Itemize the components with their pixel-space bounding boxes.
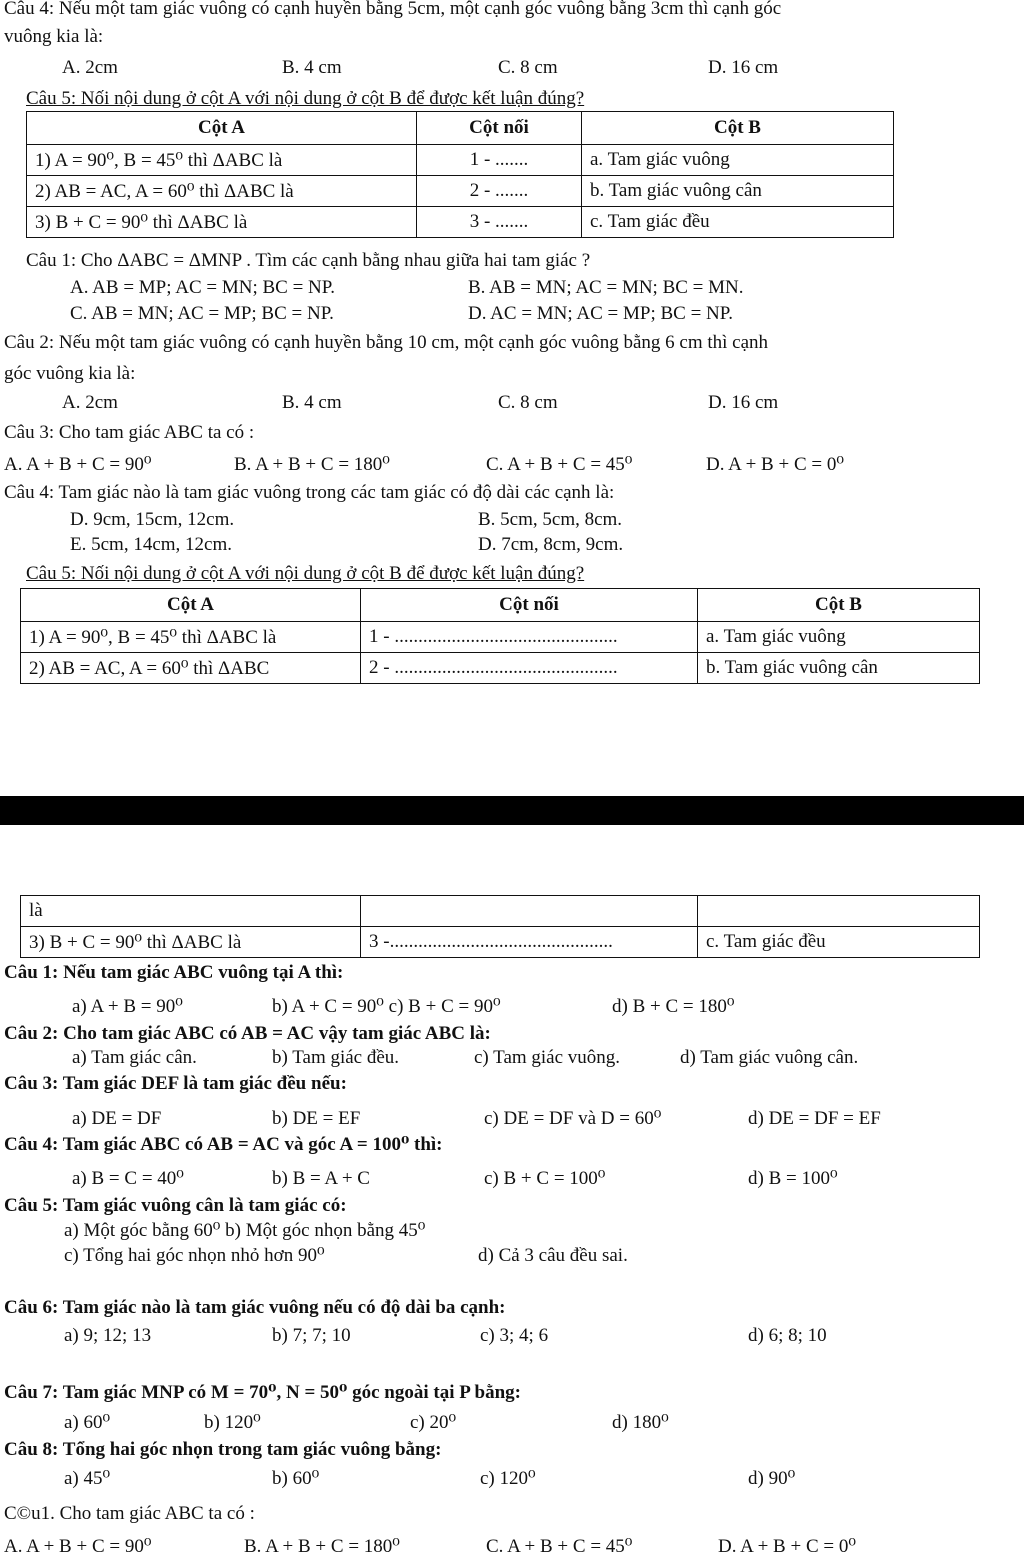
p3-q6-opt-a: a) 9; 12; 13 [64,1325,152,1346]
p3-q2-opt-b: b) Tam giác đều. [272,1047,400,1068]
p2-q1: Câu 1: Cho ΔABC = ΔMNP . Tìm các cạnh bằng nhau giữa hai tam giác ? [26,250,591,271]
p3-q4-opt-b: b) B = A + C [272,1168,370,1189]
p2-q1-opt-d: D. AC = MN; AC = MP; BC = NP. [468,303,733,324]
p2-q3-opt-a: A. A + B + C = 90⁰ [4,454,152,475]
table3-r2-link: 3 -............................................... [361,927,698,958]
p3-q7-opt-c: c) 20⁰ [410,1412,457,1433]
p2-q2-opt-b: B. 4 cm [282,392,342,413]
table1-r2-a: 2) AB = AC, A = 60⁰ thì ΔABC là [27,176,417,207]
table1-r3-a: 3) B + C = 90⁰ thì ΔABC là [27,207,417,238]
p2-q3-opt-b: B. A + B + C = 180⁰ [234,454,390,475]
p2-q4: Câu 4: Tam giác nào là tam giác vuông trong các tam giác có độ dài các cạnh là: [4,482,615,503]
table3-r1-b [698,896,980,927]
table1-r3-b: c. Tam giác đều [582,207,894,238]
table3-r1-link [361,896,698,927]
table1-r1-a: 1) A = 90⁰, B = 45⁰ thì ΔABC là [27,145,417,176]
p3-q4-opt-d: d) B = 100⁰ [748,1168,838,1189]
p2-q1-opt-b: B. AB = MN; AC = MN; BC = MN. [468,277,744,298]
p3-q4-opt-c: c) B + C = 100⁰ [484,1168,606,1189]
table2-r2-b: b. Tam giác vuông cân [698,653,980,684]
p3-q9-opt-c: C. A + B + C = 45⁰ [486,1536,633,1557]
top-q4-line1: Câu 4: Nếu một tam giác vuông có cạnh huyền bằng 5cm, một cạnh góc vuông bằng 3cm thì cạnh góc [4,0,782,19]
top-q5-title: Câu 5: Nối nội dung ở cột A với nội dung ở cột B để được kết luận đúng? [26,88,585,109]
p3-q6-opt-d: d) 6; 8; 10 [748,1325,827,1346]
p2-q2-line2: góc vuông kia là: [4,363,136,384]
matching-table-1 [26,111,894,238]
table1-r2-link: 2 - ....... [417,176,582,207]
p3-q2-opt-c: c) Tam giác vuông. [474,1047,621,1068]
table1-header-col-b: Cột B [582,112,894,145]
table3-r1-a: là [21,896,361,927]
table2-header-col-link: Cột nối [361,589,698,622]
p2-q1-opt-a: A. AB = MP; AC = MN; BC = NP. [70,277,335,298]
p2-q2-opt-a: A. 2cm [62,392,118,413]
p2-q2-line1: Câu 2: Nếu một tam giác vuông có cạnh huyền bằng 10 cm, một cạnh góc vuông bằng 6 cm thì cạnh [4,332,769,353]
p2-q4-opt-1: D. 9cm, 15cm, 12cm. [70,509,235,530]
page-separator-bar [0,796,1024,825]
p2-q3-opt-d: D. A + B + C = 0⁰ [706,454,844,475]
p3-q6: Câu 6: Tam giác nào là tam giác vuông nếu có độ dài ba cạnh: [4,1297,506,1318]
table3-r2-a: 3) B + C = 90⁰ thì ΔABC là [21,927,361,958]
table1-r3-link: 3 - ....... [417,207,582,238]
top-q4-opt-c: C. 8 cm [498,57,558,78]
table1-r1-link: 1 - ....... [417,145,582,176]
top-q4-opt-d: D. 16 cm [708,57,779,78]
p2-q3-opt-c: C. A + B + C = 45⁰ [486,454,633,475]
p3-q8-opt-a: a) 45⁰ [64,1468,111,1489]
top-q4-opt-b: B. 4 cm [282,57,342,78]
p2-q5-title: Câu 5: Nối nội dung ở cột A với nội dung ở cột B để được kết luận đúng? [26,563,585,584]
p2-q4-opt-4: D. 7cm, 8cm, 9cm. [478,534,624,555]
p3-q1-opt-d: d) B + C = 180⁰ [612,996,735,1017]
p3-q9-opt-a: A. A + B + C = 90⁰ [4,1536,152,1557]
top-q4-line2: vuông kia là: [4,26,104,47]
p2-q4-opt-3: E. 5cm, 14cm, 12cm. [70,534,232,555]
p3-q3-opt-c: c) DE = DF và D = 60⁰ [484,1108,662,1129]
p3-q1-opt-a: a) A + B = 90⁰ [72,996,183,1017]
matching-table-2 [20,588,980,684]
p3-q5: Câu 5: Tam giác vuông cân là tam giác có: [4,1195,347,1216]
p3-q6-opt-c: c) 3; 4; 6 [480,1325,549,1346]
table3-r2-b: c. Tam giác đều [698,927,980,958]
p3-q5-opt-d: d) Cả 3 câu đều sai. [478,1245,628,1266]
p3-q7: Câu 7: Tam giác MNP có M = 70⁰, N = 50⁰ góc ngoài tại P bằng: [4,1382,521,1403]
p3-q2-opt-a: a) Tam giác cân. [72,1047,197,1068]
matching-table-3 [20,895,980,958]
table1-r2-b: b. Tam giác vuông cân [582,176,894,207]
p3-q9-opt-b: B. A + B + C = 180⁰ [244,1536,400,1557]
p3-q3-opt-b: b) DE = EF [272,1108,361,1129]
table1-r1-b: a. Tam giác vuông [582,145,894,176]
p3-q9: C©u1. Cho tam giác ABC ta có : [4,1503,255,1524]
p3-q1-opt-bc: b) A + C = 90⁰ c) B + C = 90⁰ [272,996,501,1017]
table2-r1-b: a. Tam giác vuông [698,622,980,653]
p3-q5-opt-ab: a) Một góc bằng 60⁰ b) Một góc nhọn bằng 45⁰ [64,1220,426,1241]
p3-q8-opt-d: d) 90⁰ [748,1468,796,1489]
p3-q8: Câu 8: Tổng hai góc nhọn trong tam giác vuông bằng: [4,1439,442,1460]
p2-q3: Câu 3: Cho tam giác ABC ta có : [4,422,255,443]
p2-q2-opt-d: D. 16 cm [708,392,779,413]
table2-r2-a: 2) AB = AC, A = 60⁰ thì ΔABC [21,653,361,684]
p3-q2-opt-d: d) Tam giác vuông cân. [680,1047,859,1068]
p2-q1-opt-c: C. AB = MN; AC = MP; BC = NP. [70,303,334,324]
p3-q9-opt-d: D. A + B + C = 0⁰ [718,1536,856,1557]
p3-q3-opt-a: a) DE = DF [72,1108,162,1129]
p3-q6-opt-b: b) 7; 7; 10 [272,1325,351,1346]
p3-q3: Câu 3: Tam giác DEF là tam giác đều nếu: [4,1073,347,1094]
p3-q3-opt-d: d) DE = DF = EF [748,1108,881,1129]
table2-header-col-b: Cột B [698,589,980,622]
p3-q2: Câu 2: Cho tam giác ABC có AB = AC vậy tam giác ABC là: [4,1023,491,1044]
table2-r1-link: 1 - ............................................... [361,622,698,653]
p3-q7-opt-d: d) 180⁰ [612,1412,669,1433]
top-q4-opt-a: A. 2cm [62,57,118,78]
p3-q8-opt-b: b) 60⁰ [272,1468,320,1489]
p3-q4-opt-a: a) B = C = 40⁰ [72,1168,184,1189]
p2-q4-opt-2: B. 5cm, 5cm, 8cm. [478,509,623,530]
p3-q4: Câu 4: Tam giác ABC có AB = AC và góc A = 100⁰ thì: [4,1134,443,1155]
p3-q7-opt-a: a) 60⁰ [64,1412,111,1433]
p3-q7-opt-b: b) 120⁰ [204,1412,261,1433]
p3-q1: Câu 1: Nếu tam giác ABC vuông tại A thì: [4,962,344,983]
table2-r2-link: 2 - ............................................... [361,653,698,684]
table2-header-col-a: Cột A [21,589,361,622]
p3-q5-opt-c: c) Tổng hai góc nhọn nhỏ hơn 90⁰ [64,1245,325,1266]
p3-q8-opt-c: c) 120⁰ [480,1468,536,1489]
p2-q2-opt-c: C. 8 cm [498,392,558,413]
table2-r1-a: 1) A = 90⁰, B = 45⁰ thì ΔABC là [21,622,361,653]
table1-header-col-a: Cột A [27,112,417,145]
table1-header-col-link: Cột nối [417,112,582,145]
